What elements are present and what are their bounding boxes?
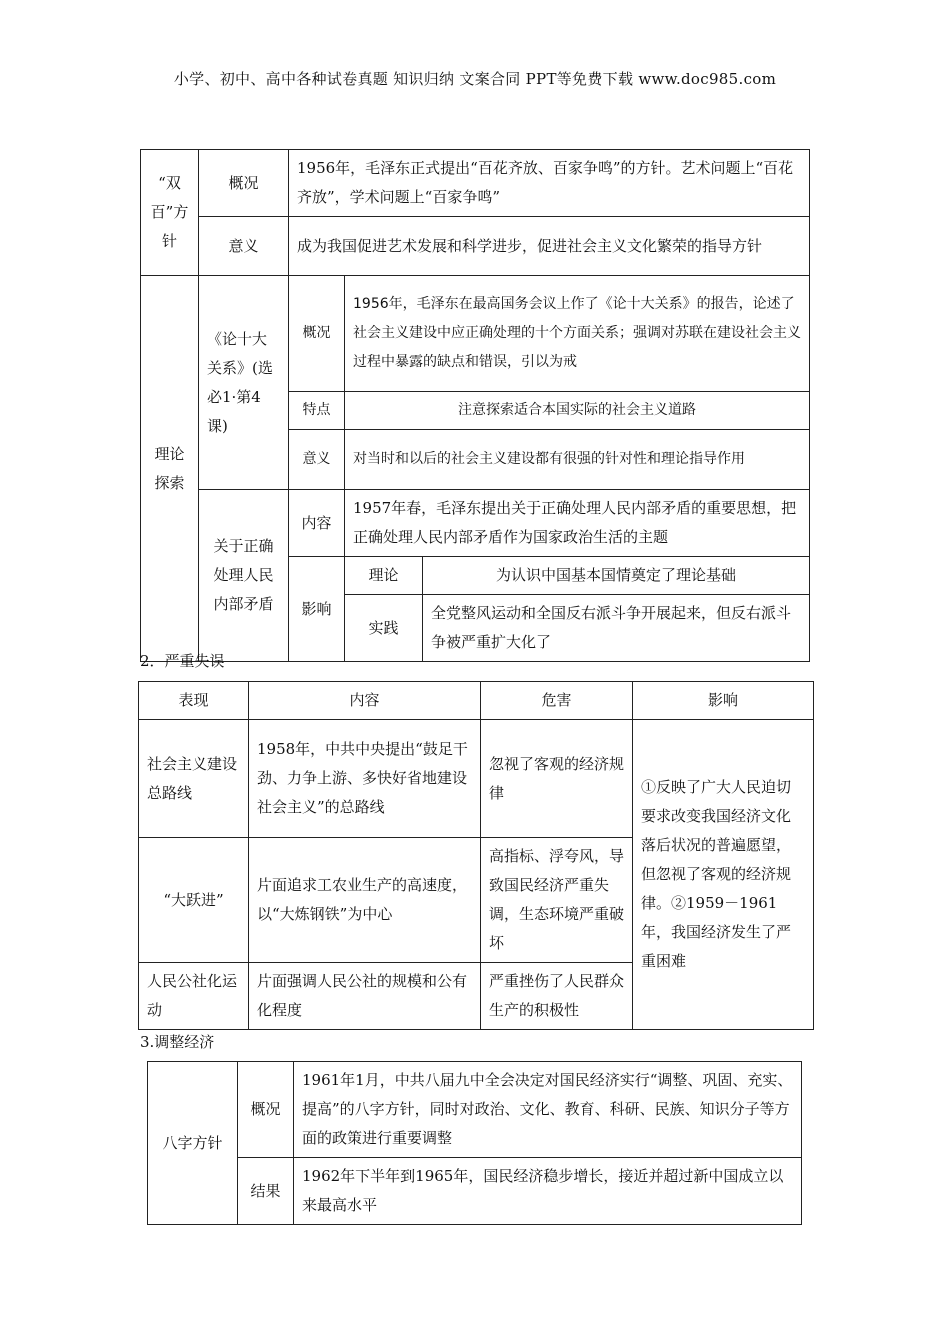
row-content: 片面强调人民公社的规模和公有化程度 — [249, 963, 481, 1030]
mistakes-table — [138, 681, 814, 1030]
contradiction-practice-label: 实践 — [345, 595, 423, 662]
bazi-result-label: 结果 — [238, 1158, 294, 1225]
row-content: 1958年，中共中央提出“鼓足干劲、力争上游、多快好省地建设社会主义”的总路线 — [249, 720, 481, 838]
contradiction-influence-label: 影响 — [289, 557, 345, 662]
lunshida-label: 《论十大关系》(选必1·第4课) — [199, 276, 289, 490]
row-harm: 忽视了客观的经济规律 — [481, 720, 633, 838]
contradiction-content-label: 内容 — [289, 490, 345, 557]
lunshida-feature-label: 特点 — [289, 392, 345, 430]
shuangbai-label: “双百”方针 — [141, 150, 199, 276]
shuangbai-overview: 1956年，毛泽东正式提出“百花齐放、百家争鸣”的方针。艺术问题上“百花齐放”，学术问题上“百家争鸣” — [289, 150, 810, 217]
bazi-result: 1962年下半年到1965年，国民经济稳步增长，接近并超过新中国成立以来最高水平 — [294, 1158, 802, 1225]
table-row — [139, 720, 814, 838]
row-name: “大跃进” — [139, 838, 249, 963]
contradiction-practice: 全党整风运动和全国反右派斗争开展起来，但反右派斗争被严重扩大化了 — [423, 595, 810, 662]
lunshida-meaning: 对当时和以后的社会主义建设都有很强的针对性和理论指导作用 — [345, 430, 810, 490]
lunshida-overview-label: 概况 — [289, 276, 345, 392]
row-name: 人民公社化运动 — [139, 963, 249, 1030]
bazi-overview-label: 概况 — [238, 1062, 294, 1158]
influence-cell: ①反映了广大人民迫切要求改变我国经济文化落后状况的普遍愿望，但忽视了客观的经济规律。②1959－1961年，我国经济发生了严重困难 — [633, 720, 814, 1030]
policy-table — [140, 149, 810, 662]
bazi-overview: 1961年1月，中共八届九中全会决定对国民经济实行“调整、巩固、充实、提高”的八字方针，同时对政治、文化、教育、科研、民族、知识分子等方面的政策进行重要调整 — [294, 1062, 802, 1158]
section-title-3: 3.调整经济 — [140, 1033, 215, 1051]
header-content: 内容 — [249, 682, 481, 720]
row-name: 社会主义建设总路线 — [139, 720, 249, 838]
contradiction-content: 1957年春，毛泽东提出关于正确处理人民内部矛盾的重要思想，把正确处理人民内部矛盾作为国家政治生活的主题 — [345, 490, 810, 557]
lunshida-overview: 1956年，毛泽东在最高国务会议上作了《论十大关系》的报告，论述了社会主义建设中应正确处理的十个方面关系；强调对苏联在建设社会主义过程中暴露的缺点和错误，引以为戒 — [345, 276, 810, 392]
page-header: 小学、初中、高中各种试卷真题 知识归纳 文案合同 PPT等免费下载 www.doc985.com — [173, 70, 777, 88]
contradiction-label: 关于正确处理人民内部矛盾 — [199, 490, 289, 662]
header-harm: 危害 — [481, 682, 633, 720]
bazi-label: 八字方针 — [148, 1062, 238, 1225]
header-performance: 表现 — [139, 682, 249, 720]
theory-label: 理论探索 — [141, 276, 199, 662]
shuangbai-meaning-label: 意义 — [199, 217, 289, 276]
shuangbai-overview-label: 概况 — [199, 150, 289, 217]
row-harm: 严重挫伤了人民群众生产的积极性 — [481, 963, 633, 1030]
section-title-2: 2．严重失误 — [140, 652, 225, 670]
contradiction-theory-label: 理论 — [345, 557, 423, 595]
contradiction-theory: 为认识中国基本国情奠定了理论基础 — [423, 557, 810, 595]
adjustment-table — [147, 1061, 802, 1225]
shuangbai-meaning: 成为我国促进艺术发展和科学进步，促进社会主义文化繁荣的指导方针 — [289, 217, 810, 276]
lunshida-meaning-label: 意义 — [289, 430, 345, 490]
header-influence: 影响 — [633, 682, 814, 720]
lunshida-feature: 注意探索适合本国实际的社会主义道路 — [345, 392, 810, 430]
row-content: 片面追求工农业生产的高速度，以“大炼钢铁”为中心 — [249, 838, 481, 963]
row-harm: 高指标、浮夸风，导致国民经济严重失调，生态环境严重破坏 — [481, 838, 633, 963]
